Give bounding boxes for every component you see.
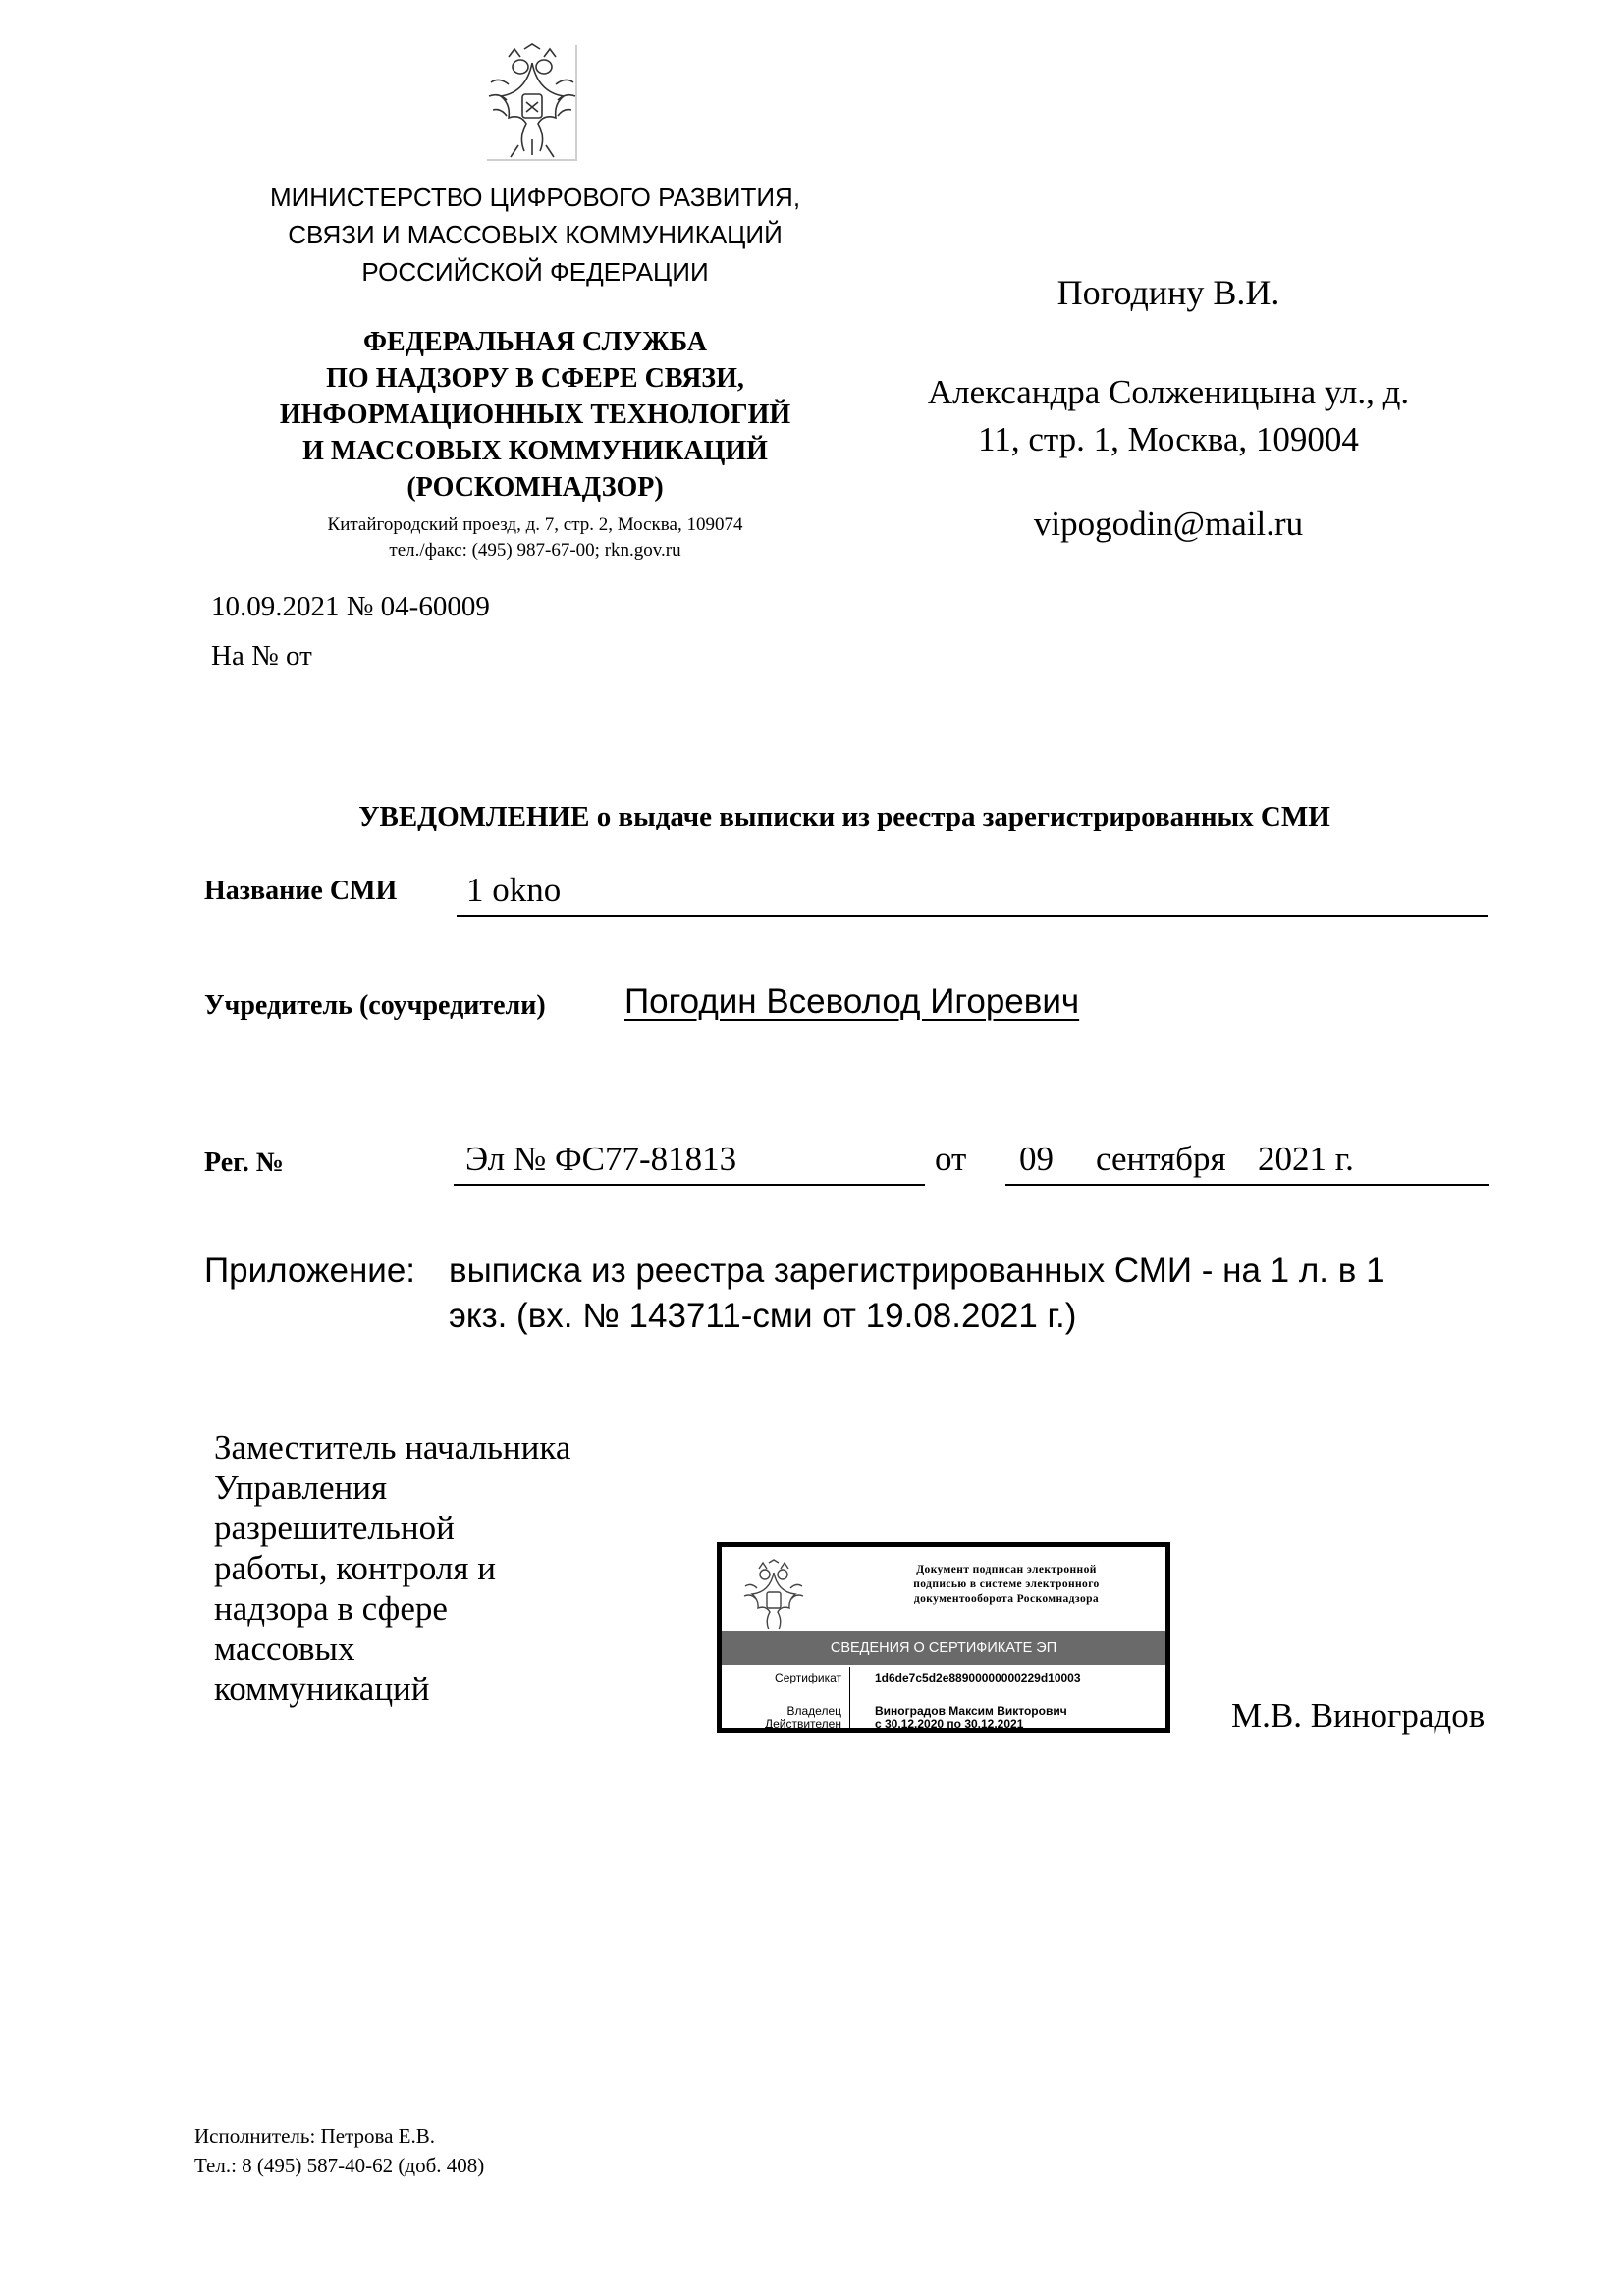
stamp-caption-line: подписью в системе электронного <box>913 1578 1100 1590</box>
reply-reference: На № от <box>211 640 312 671</box>
document-title: УВЕДОМЛЕНИЕ о выдаче выписки из реестра зарегистрированных СМИ <box>358 801 1330 832</box>
signer-position-line: Заместитель начальника <box>214 1428 571 1467</box>
recipient-address <box>884 369 1453 463</box>
signer-position-line: работы, контроля и <box>214 1549 496 1587</box>
coat-of-arms-icon <box>481 43 591 165</box>
signer-position-line: разрешительной <box>214 1509 455 1547</box>
founder-label: Учредитель (соучредители) <box>204 990 546 1021</box>
service-name <box>196 324 874 506</box>
recipient-address-line: 11, стр. 1, Москва, 109004 <box>978 420 1359 458</box>
service-line: ПО НАДЗОРУ В СФЕРЕ СВЯЗИ, <box>326 363 744 394</box>
ministry-line: СВЯЗИ И МАССОВЫХ КОММУНИКАЦИЙ <box>288 220 783 249</box>
signer-position-line: коммуникаций <box>214 1670 430 1708</box>
stamp-caption-line: документооборота Роскомнадзора <box>913 1593 1100 1605</box>
stamp-emblem-icon <box>739 1559 808 1633</box>
address-line: тел./факс: (495) 987-67-00; rkn.gov.ru <box>389 540 681 561</box>
stamp-validity-label: Действителен <box>764 1717 841 1731</box>
signer-position-line: надзора в сфере <box>214 1589 448 1628</box>
service-line: (РОСКОМНАДЗОР) <box>406 472 664 503</box>
media-name-field <box>457 870 1488 917</box>
founder-value: Погодин Всеволод Игоревич <box>624 983 1080 1021</box>
service-line: И МАССОВЫХ КОММУНИКАЦИЙ <box>302 436 768 466</box>
media-name-value: 1 okno <box>466 871 562 909</box>
registration-number-value: Эл № ФС77-81813 <box>465 1140 737 1178</box>
attachment-label: Приложение: <box>204 1252 416 1290</box>
signer-position-line: Управления <box>214 1468 388 1507</box>
stamp-certificate-value: 1d6de7c5d2e88900000000229d10003 <box>875 1671 1081 1684</box>
stamp-owner-value: Виноградов Максим Викторович <box>875 1704 1067 1718</box>
signer-position-line: массовых <box>214 1629 355 1668</box>
signer-name: М.В. Виноградов <box>1231 1696 1486 1735</box>
executor-name: Исполнитель: Петрова Е.В. <box>194 2124 436 2148</box>
address-line: Китайгородский проезд, д. 7, стр. 2, Москва, 109074 <box>327 514 743 535</box>
ministry-line: МИНИСТЕРСТВО ЦИФРОВОГО РАЗВИТИЯ, <box>269 183 801 212</box>
executor-phone: Тел.: 8 (495) 587-40-62 (доб. 408) <box>194 2154 485 2177</box>
recipient-name: Погодину В.И. <box>1056 273 1280 312</box>
registration-year: 2021 г. <box>1258 1140 1354 1178</box>
stamp-caption <box>869 1563 1144 1607</box>
registration-number-field <box>454 1139 925 1186</box>
stamp-certificate-label: Сертификат <box>775 1671 841 1684</box>
registration-date-field <box>1005 1139 1489 1186</box>
media-name-label: Название СМИ <box>204 876 398 906</box>
service-line: ИНФОРМАЦИОННЫХ ТЕХНОЛОГИЙ <box>279 400 791 430</box>
registration-from-label: от <box>935 1140 967 1178</box>
service-line: ФЕДЕРАЛЬНАЯ СЛУЖБА <box>363 327 707 357</box>
ministry-name <box>196 179 874 291</box>
registration-label: Рег. № <box>204 1148 284 1178</box>
recipient-email: vipogodin@mail.ru <box>1033 505 1304 543</box>
stamp-caption-line: Документ подписан электронной <box>916 1564 1097 1575</box>
signer-position <box>214 1427 626 1709</box>
electronic-signature-stamp <box>717 1542 1170 1733</box>
outgoing-number: 10.09.2021 № 04-60009 <box>211 591 490 622</box>
attachment-line: экз. (вх. № 143711-сми от 19.08.2021 г.) <box>449 1297 1077 1335</box>
registration-month: сентября <box>1096 1140 1226 1178</box>
stamp-owner-label: Владелец <box>786 1704 841 1718</box>
ministry-line: РОССИЙСКОЙ ФЕДЕРАЦИИ <box>361 257 709 287</box>
attachment-line: выписка из реестра зарегистрированных СМИ - на 1 л. в 1 <box>449 1252 1385 1290</box>
sender-address <box>196 512 874 563</box>
stamp-validity-value: с 30.12.2020 по 30.12.2021 <box>875 1717 1024 1731</box>
stamp-certificate-header: СВЕДЕНИЯ О СЕРТИФИКАТЕ ЭП <box>722 1631 1165 1665</box>
registration-day: 09 <box>1019 1140 1054 1178</box>
attachment-text <box>449 1249 1470 1339</box>
recipient-address-line: Александра Солженицына ул., д. <box>927 373 1410 411</box>
stamp-divider <box>849 1667 850 1728</box>
